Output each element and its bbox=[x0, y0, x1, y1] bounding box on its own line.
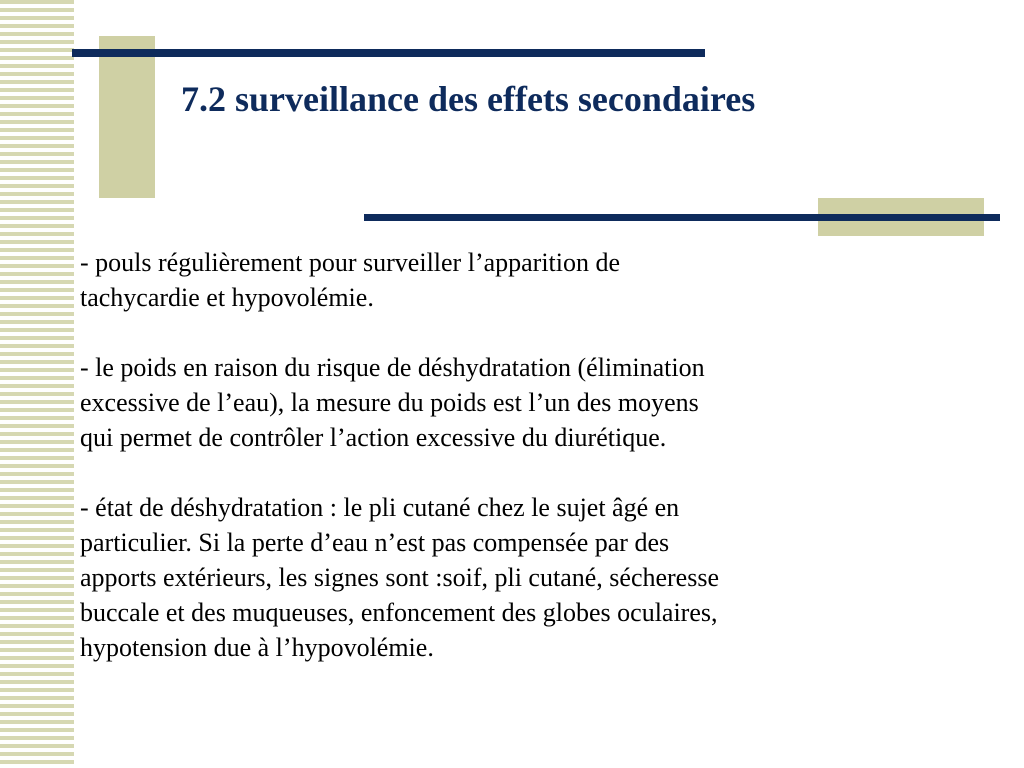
paragraph-line: excessive de l’eau), la mesure du poids est l’un des moyens bbox=[80, 388, 699, 417]
left-stripe-decoration bbox=[0, 0, 74, 768]
slide-title: 7.2 surveillance des effets secondaires bbox=[181, 79, 756, 119]
paragraph-line: hypotension due à l’hypovolémie. bbox=[80, 633, 434, 662]
paragraph-line: buccale et des muqueuses, enfoncement des globes oculaires, bbox=[80, 598, 718, 627]
paragraph-weight bbox=[80, 350, 940, 455]
paragraph-dehydration bbox=[80, 490, 940, 665]
paragraph-pulse bbox=[80, 245, 940, 315]
paragraph-line: - le poids en raison du risque de déshydratation (élimination bbox=[80, 353, 705, 382]
paragraph-line: qui permet de contrôler l’action excessive du diurétique. bbox=[80, 423, 667, 452]
paragraph-line: tachycardie et hypovolémie. bbox=[80, 283, 374, 312]
paragraph-line: apports extérieurs, les signes sont :soif, pli cutané, sécheresse bbox=[80, 563, 719, 592]
paragraph-line: - état de déshydratation : le pli cutané chez le sujet âgé en bbox=[80, 493, 680, 522]
top-rule bbox=[72, 49, 705, 57]
paragraph-line: - pouls régulièrement pour surveiller l’apparition de bbox=[80, 248, 621, 277]
bottom-rule bbox=[364, 214, 1000, 221]
title-accent-block bbox=[99, 36, 155, 198]
slide-body bbox=[80, 245, 940, 665]
paragraph-line: particulier. Si la perte d’eau n’est pas compensée par des bbox=[80, 528, 670, 557]
